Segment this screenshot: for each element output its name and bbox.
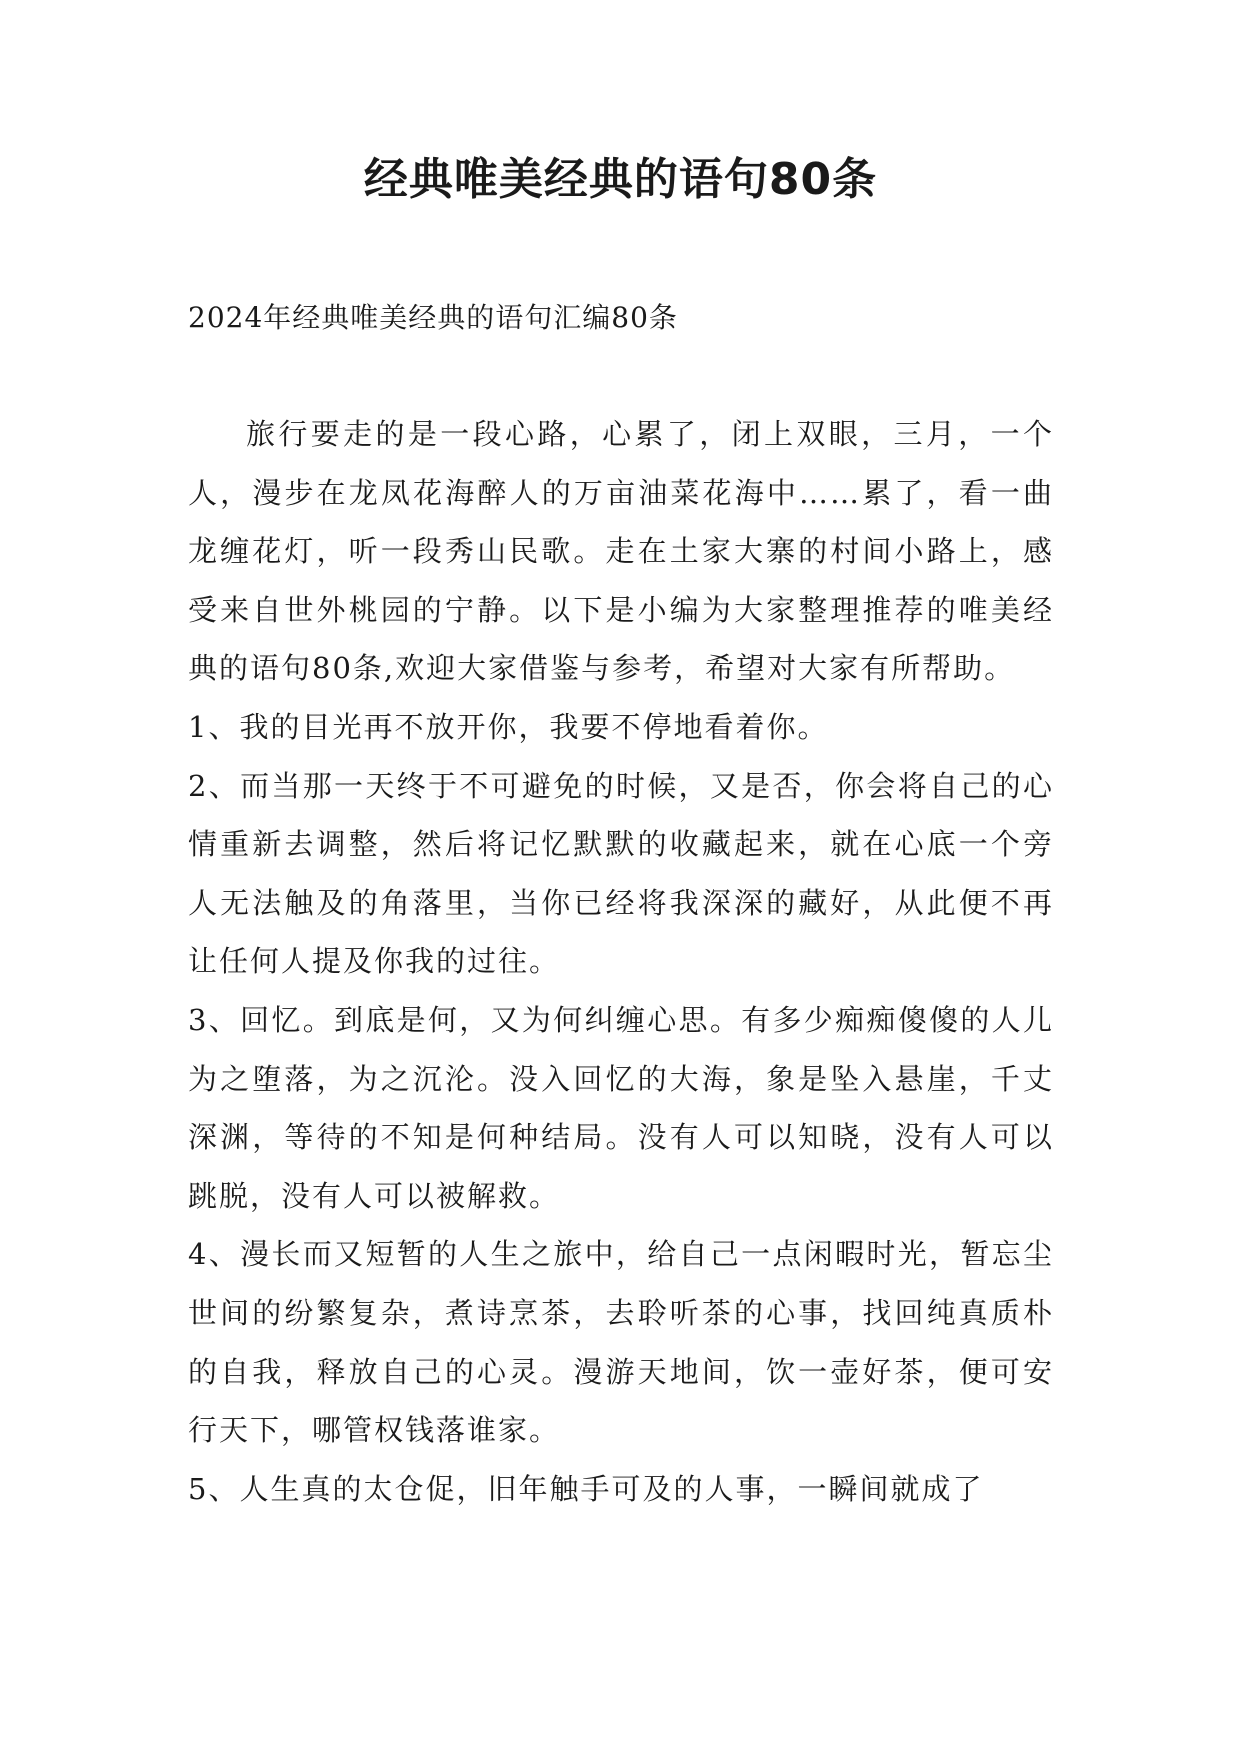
list-item: 4、漫长而又短暂的人生之旅中，给自己一点闲暇时光，暂忘尘世间的纷繁复杂，煮诗烹茶，去聆听茶的心事，找回纯真质朴的自我，释放自己的心灵。漫游天地间，饮一壶好茶，便可安行天下，哪管权钱落谁家。 <box>188 1237 1054 1448</box>
list-item: 1、我的目光再不放开你，我要不停地看着你。 <box>188 709 829 744</box>
list-item: 5、人生真的太仓促，旧年触手可及的人事，一瞬间就成了 <box>188 1471 984 1506</box>
intro-paragraph: 旅行要走的是一段心路，心累了，闭上双眼，三月，一个人，漫步在龙凤花海醉人的万亩油菜花海中……累了，看一曲龙缠花灯，听一段秀山民歌。走在土家大寨的村间小路上，感受来自世外桃园的宁静。以下是小编为大家整理推荐的唯美经典的语句80条,欢迎大家借鉴与参考，希望对大家有所帮助。 <box>188 417 1054 686</box>
document-body <box>188 405 1054 1518</box>
list-item: 2、而当那一天终于不可避免的时候，又是否，你会将自己的心情重新去调整，然后将记忆默默的收藏起来，就在心底一个旁人无法触及的角落里，当你已经将我深深的藏好，从此便不再让任何人提及你我的过往。 <box>188 768 1054 979</box>
document-subtitle: 2024年经典唯美经典的语句汇编80条 <box>188 301 678 334</box>
document-title: 经典唯美经典的语句80条 <box>363 154 878 205</box>
list-item: 3、回忆。到底是何，又为何纠缠心思。有多少痴痴傻傻的人儿为之堕落，为之沉沦。没入回忆的大海，象是坠入悬崖，千丈深渊，等待的不知是何种结局。没有人可以知晓，没有人可以跳脱，没有人可以被解救。 <box>188 1002 1054 1213</box>
